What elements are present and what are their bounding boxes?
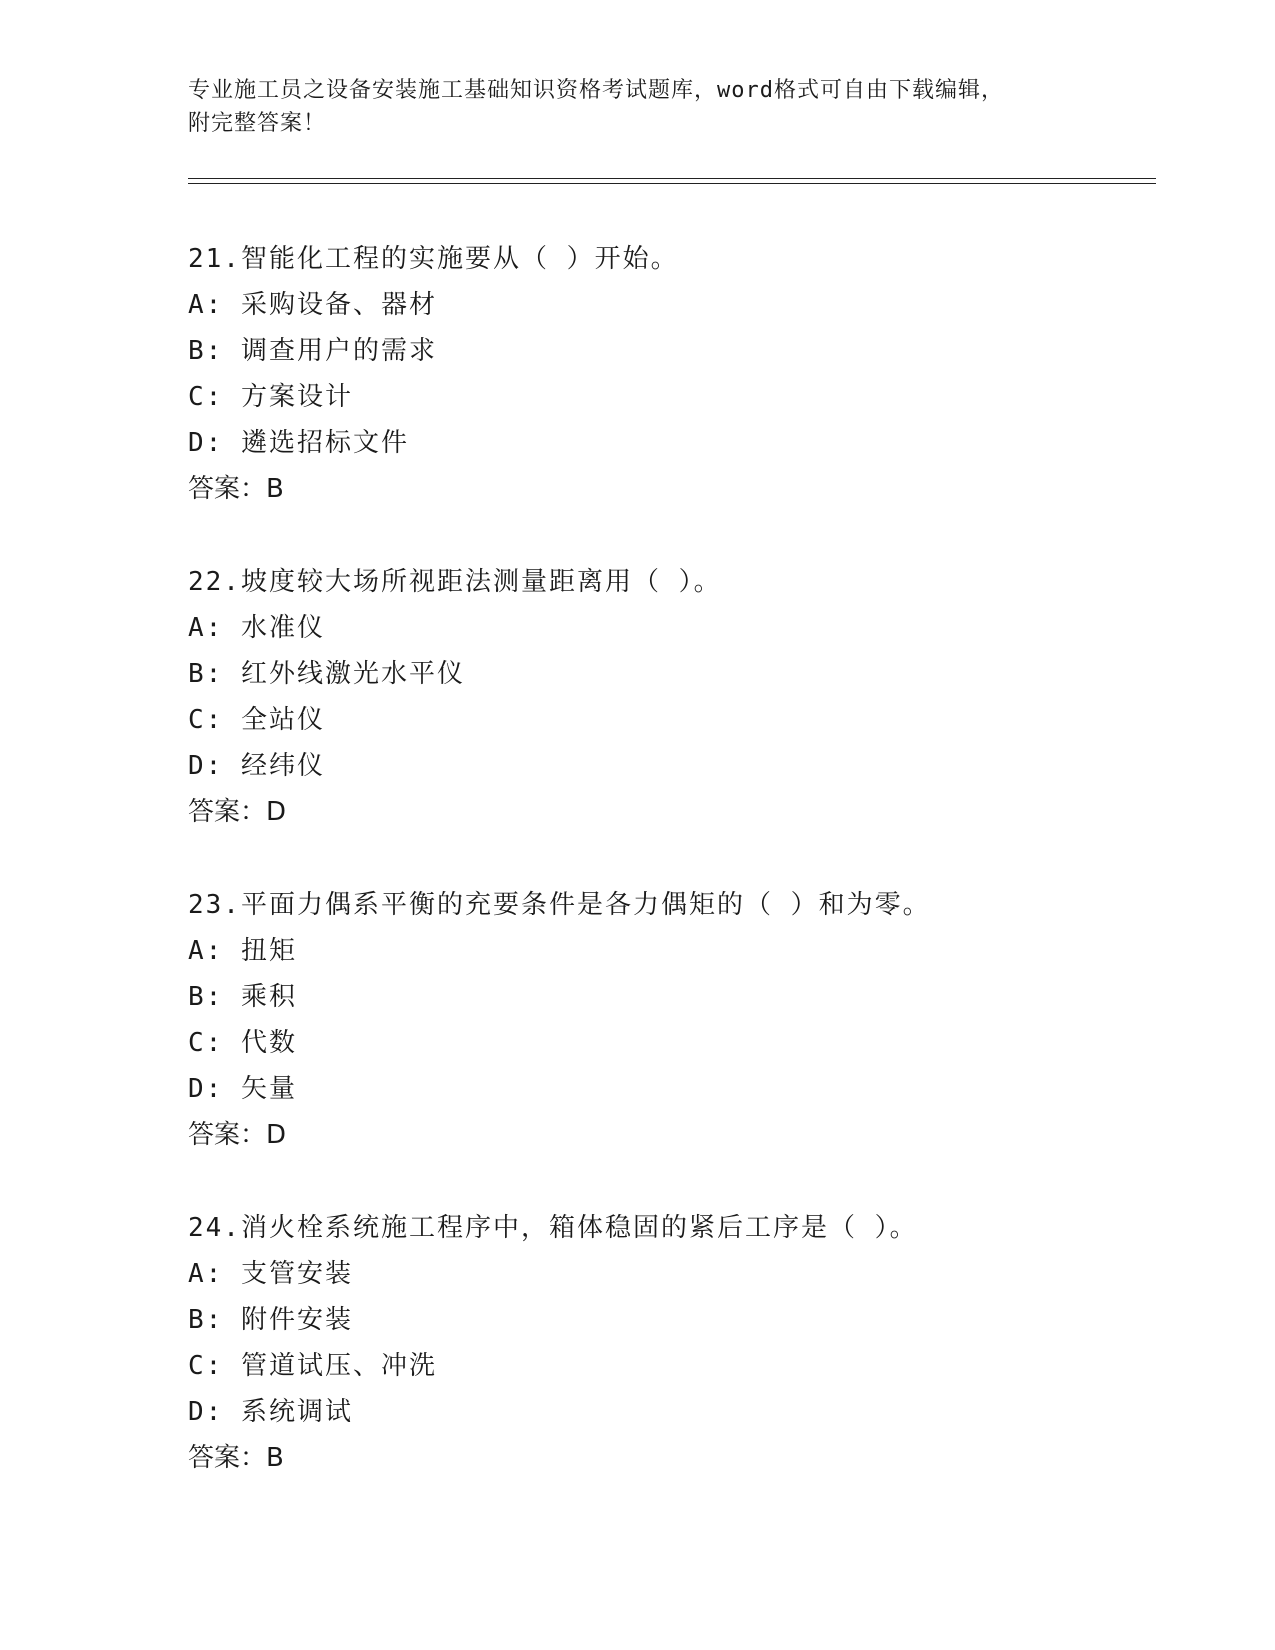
option-a: A: 采购设备、器材 <box>188 290 437 320</box>
option-c: C: 方案设计 <box>188 382 353 412</box>
option-c: C: 管道试压、冲洗 <box>188 1351 437 1381</box>
option-d: D: 遴选招标文件 <box>188 428 409 458</box>
header-divider-top <box>188 178 1156 179</box>
question-stem: 23.平面力偶系平衡的充要条件是各力偶矩的（ ）和为零。 <box>188 890 931 920</box>
document-header <box>188 74 1088 140</box>
option-d: D: 矢量 <box>188 1074 297 1104</box>
option-a: A: 扭矩 <box>188 936 297 966</box>
option-a: A: 水准仪 <box>188 613 325 643</box>
question-23 <box>188 882 1148 1158</box>
question-21 <box>188 236 1148 512</box>
answer-line: 答案：D <box>188 797 287 827</box>
option-b: B: 红外线激光水平仪 <box>188 659 465 689</box>
header-line-2: 附完整答案！ <box>188 111 327 136</box>
option-d: D: 系统调试 <box>188 1397 353 1427</box>
question-22 <box>188 559 1148 835</box>
header-line-1: 专业施工员之设备安装施工基础知识资格考试题库，word格式可自由下载编辑， <box>188 78 1004 103</box>
question-24 <box>188 1205 1148 1481</box>
option-b: B: 附件安装 <box>188 1305 353 1335</box>
answer-line: 答案：B <box>188 1443 284 1473</box>
option-a: A: 支管安装 <box>188 1259 353 1289</box>
header-divider-bottom <box>188 183 1156 184</box>
question-list <box>188 236 1148 1528</box>
answer-line: 答案：D <box>188 1120 287 1150</box>
option-b: B: 乘积 <box>188 982 297 1012</box>
option-c: C: 全站仪 <box>188 705 325 735</box>
question-stem: 21.智能化工程的实施要从（ ）开始。 <box>188 244 679 274</box>
question-stem: 24.消火栓系统施工程序中，箱体稳固的紧后工序是（ ）。 <box>188 1213 918 1243</box>
option-d: D: 经纬仪 <box>188 751 325 781</box>
question-stem: 22.坡度较大场所视距法测量距离用（ ）。 <box>188 567 722 597</box>
option-b: B: 调查用户的需求 <box>188 336 437 366</box>
option-c: C: 代数 <box>188 1028 297 1058</box>
answer-line: 答案：B <box>188 474 284 504</box>
